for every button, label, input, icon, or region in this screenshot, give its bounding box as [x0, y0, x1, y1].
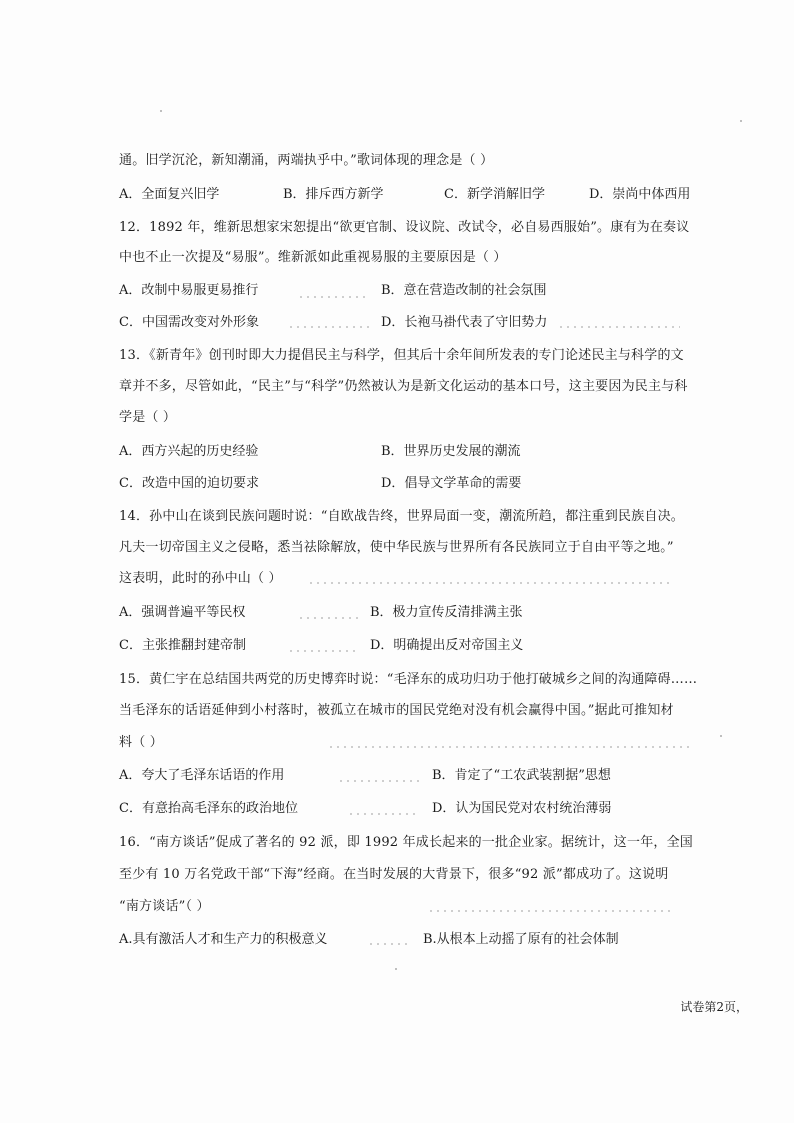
q13-stem-line-3: 学是（ ）: [119, 410, 177, 425]
q11-option-b: B．排斥西方新学: [283, 187, 384, 202]
q16-stem-line-2: 至少有 10 万名党政干部“下海”经商。在当时发展的大背景下，很多“92 派”都成功了。这说明: [119, 867, 669, 882]
q14-option-d: D．明确提出反对帝国主义: [370, 638, 524, 653]
scan-noise: [330, 746, 690, 748]
q15-option-d: D．认为国民党对农村统治薄弱: [432, 801, 612, 816]
scan-noise: [340, 780, 420, 782]
q13-stem-line-1: 13．《新青年》创刊时即大力提倡民主与科学，但其后十余年间所发表的专门论述民主与科学的文: [119, 348, 684, 363]
q14-option-a: A．强调普遍平等民权: [119, 605, 246, 620]
scan-noise: [430, 910, 670, 912]
q13-option-d: D．倡导文学革命的需要: [381, 476, 522, 491]
q15-stem-line-3: 料（ ）: [119, 735, 163, 750]
scan-speck: [395, 968, 397, 970]
q11-option-a: A．全面复兴旧学: [119, 187, 220, 202]
q16-option-b: B.从根本上动摇了原有的社会体制: [423, 932, 619, 947]
q15-stem-line-2: 当毛泽东的话语延伸到小村落时，被孤立在城市的国民党绝对没有机会赢得中国。”据此可推知材: [119, 703, 674, 718]
q13-stem-line-2: 章并不多，尽管如此，“民主”与“科学”仍然被认为是新文化运动的基本口号，这主要因为民主与科: [119, 379, 688, 394]
q16-stem-line-1: 16．“南方谈话”促成了著名的 92 派，即 1992 年成长起来的一批企业家。据统计，这一年，全国: [119, 835, 693, 850]
q13-option-c: C．改造中国的迫切要求: [119, 476, 259, 491]
q16-stem-line-3: “南方谈话”（ ）: [119, 899, 210, 914]
q11-option-c: C．新学消解旧学: [444, 187, 545, 202]
q12-option-b: B．意在营造改制的社会氛围: [381, 283, 547, 298]
q15-option-c: C．有意抬高毛泽东的政治地位: [119, 801, 298, 816]
q13-option-a: A．西方兴起的历史经验: [119, 444, 259, 459]
scan-noise: [310, 582, 670, 584]
scan-speck: [160, 110, 162, 112]
scan-noise: [560, 326, 680, 328]
scan-speck: [740, 120, 742, 122]
q12-option-d: D．长袍马褂代表了守旧势力: [381, 315, 548, 330]
scan-noise: [300, 296, 370, 298]
scan-noise: [300, 617, 360, 619]
q13-option-b: B．世界历史发展的潮流: [381, 444, 521, 459]
q15-stem-line-1: 15．黄仁宇在总结国共两党的历史博弈时说：“毛泽东的成功归功于他打破城乡之间的沟通障碍……: [119, 672, 698, 687]
q14-stem-line-2: 凡夫一切帝国主义之侵略，悉当祛除解放，使中华民族与世界所有各民族同立于自由平等之地。”: [119, 540, 674, 555]
q12-stem-line-2: 中也不止一次提及“易服”。维新派如此重视易服的主要原因是（ ）: [119, 250, 507, 265]
scan-noise: [290, 326, 370, 328]
q14-stem-line-3: 这表明，此时的孙中山（ ）: [119, 571, 282, 586]
q12-option-a: A．改制中易服更易推行: [119, 283, 259, 298]
q16-option-a: A.具有激活人才和生产力的积极意义: [119, 932, 328, 947]
q15-option-a: A．夸大了毛泽东话语的作用: [119, 768, 285, 783]
q11-option-d: D．崇尚中体西用: [589, 187, 691, 202]
scan-noise: [290, 650, 360, 652]
scan-speck: [720, 735, 722, 737]
scan-noise: [350, 813, 420, 815]
q12-stem-line-1: 12．1892 年，维新思想家宋恕提出“欲更官制、设议院、改试令，必自易西服始”。康有为在奏议: [119, 220, 690, 235]
q11-stem: 通。旧学沉沦，新知潮涌，两端执乎中。”歌词体现的理念是（ ）: [119, 153, 494, 168]
q12-option-c: C．中国需改变对外形象: [119, 315, 259, 330]
scan-noise: [370, 943, 410, 945]
page-number-footer: 试卷第2页，: [680, 1000, 748, 1014]
q15-option-b: B．肯定了“工农武装割据”思想: [432, 768, 611, 783]
q14-stem-line-1: 14．孙中山在谈到民族问题时说：“自欧战告终，世界局面一变，潮流所趋，都注重到民族自决。: [119, 509, 684, 524]
q14-option-c: C．主张推翻封建帝制: [119, 638, 246, 653]
q14-option-b: B．极力宣传反清排满主张: [370, 605, 523, 620]
